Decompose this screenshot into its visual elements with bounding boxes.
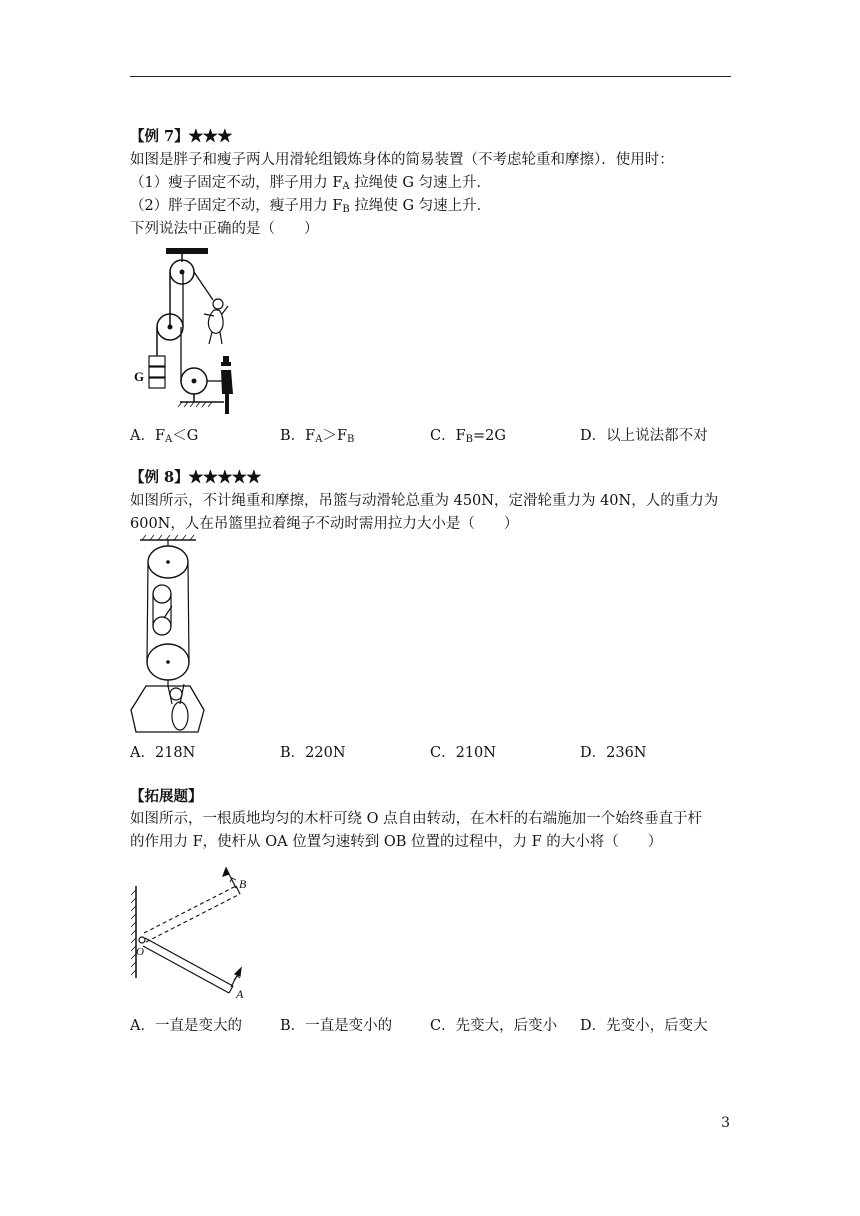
example-8-options	[130, 741, 730, 761]
extension-lever-figure	[128, 858, 258, 1004]
example-7-option-b[interactable]: B．$F_A>F_B$	[280, 428, 355, 445]
example-7-option-a[interactable]: A．$F_A<G$	[130, 428, 199, 445]
example-7-pulley-figure	[128, 244, 248, 416]
header-rule	[130, 76, 731, 77]
example-7-option-c[interactable]: C．$F_B=2G$	[430, 428, 506, 445]
extension-option-d[interactable]: D．先变小，后变大	[580, 1018, 708, 1034]
example-7-question: 下列说法中正确的是（ ）	[130, 221, 319, 237]
extension-option-a[interactable]: A．一直是变大的	[130, 1018, 242, 1034]
example-8-option-b[interactable]: B．220N	[280, 745, 346, 761]
example-7-option-d[interactable]: D．以上说法都不对	[580, 428, 708, 444]
point-b-label: B	[239, 877, 247, 891]
example-8-basket-figure	[128, 534, 208, 738]
weight-label-g: G	[134, 369, 145, 384]
example-7-heading: 【例 7】★★★	[130, 128, 233, 145]
extension-heading: 【拓展题】	[130, 788, 203, 805]
extension-option-b[interactable]: B．一直是变小的	[280, 1018, 393, 1034]
example-8-stem-line-1: 如图所示，不计绳重和摩擦，吊篮与动滑轮总重为 450N，定滑轮重力为 40N，人的重力为	[130, 493, 719, 509]
example-8-option-c[interactable]: C．210N	[430, 745, 496, 761]
extension-stem-line-1: 如图所示，一根质地均匀的木杆可绕 O 点自由转动，在木杆的右端施加一个始终垂直于杆	[130, 811, 703, 827]
extension-option-c[interactable]: C．先变大，后变小	[430, 1018, 558, 1034]
example-8-option-a[interactable]: A．218N	[130, 745, 196, 761]
example-7-stem-line-1: 如图是胖子和瘦子两人用滑轮组锻炼身体的简易装置（不考虑轮重和摩擦）．使用时：	[130, 152, 674, 168]
example-7-stem-line-3: （2）胖子固定不动，瘦子用力 $F_B$ 拉绳使 G 匀速上升．	[130, 198, 492, 215]
extension-options	[130, 1014, 730, 1034]
point-a-label: A	[236, 987, 244, 1001]
extension-stem-line-2: 的作用力 F，使杆从 OA 位置匀速转到 OB 位置的过程中，力 F 的大小将（ ）	[130, 834, 663, 850]
example-8-heading: 【例 8】★★★★★	[130, 469, 262, 486]
point-o-label: O	[136, 946, 144, 958]
page-number: 3	[721, 1115, 730, 1131]
example-7-options	[130, 424, 730, 444]
example-8-stem-line-2: 600N，人在吊篮里拉着绳子不动时需用拉力大小是（ ）	[130, 516, 519, 532]
example-8-option-d[interactable]: D．236N	[580, 745, 647, 761]
example-7-stem-line-2: （1）瘦子固定不动，胖子用力 $F_A$ 拉绳使 G 匀速上升．	[130, 175, 492, 192]
